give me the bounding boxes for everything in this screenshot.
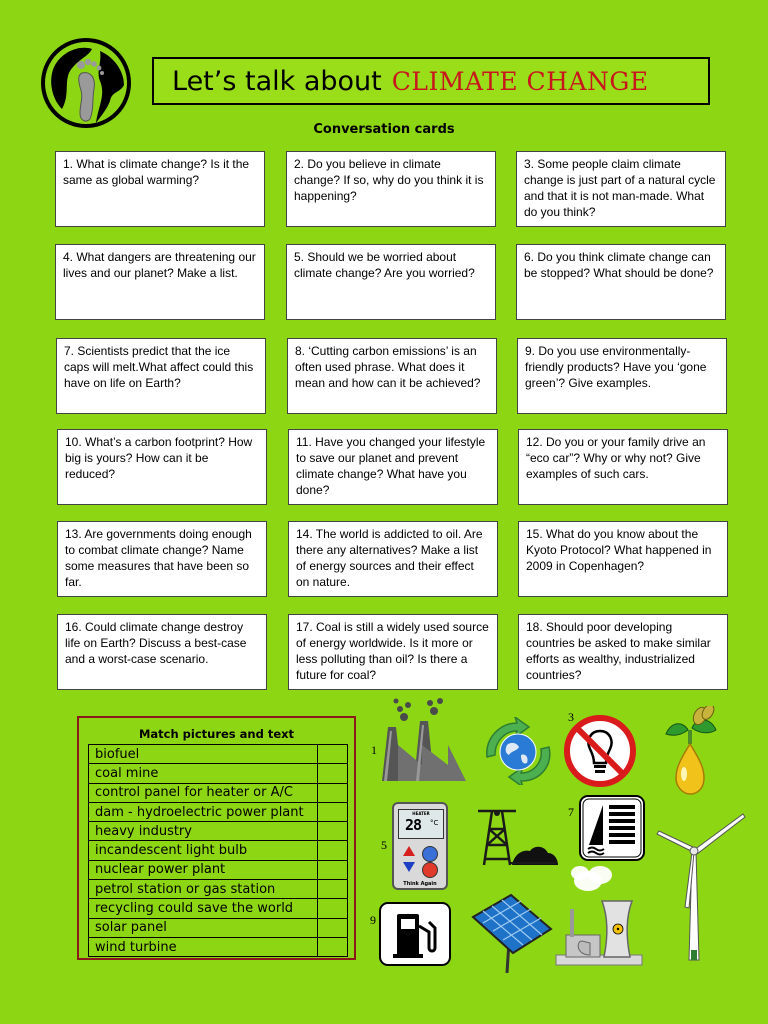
conversation-card: 4. What dangers are threatening our lives and our planet? Make a list. [55,244,265,320]
temperature-down-icon [403,862,415,872]
match-row [89,860,348,879]
match-item: biofuel [89,745,318,764]
answer-cell[interactable] [318,937,348,956]
match-item: heavy industry [89,822,318,841]
factory-icon [378,697,470,783]
section-title: Conversation cards [313,122,455,137]
panel-temperature: 28 [405,816,422,834]
answer-cell[interactable] [318,918,348,937]
answer-cell[interactable] [318,841,348,860]
match-row [89,764,348,783]
panel-caption: Think Again [403,881,437,887]
match-row [89,783,348,802]
conversation-card: 6. Do you think climate change can be stopped? What should be done? [516,244,726,320]
match-item: nuclear power plant [89,860,318,879]
panel-label: HEATER [412,811,430,816]
flame-button-icon [422,862,438,878]
panel-unit: °C [430,819,439,827]
picture-number: 3 [568,710,574,724]
match-row [89,841,348,860]
answer-cell[interactable] [318,899,348,918]
conversation-card: 13. Are governments doing enough to combat climate change? Name some measures that have been so far. [57,521,267,597]
conversation-card: 3. Some people claim climate change is just part of a natural cycle and that it is not man-made. What do you think? [516,151,726,227]
match-row [89,937,348,956]
picture-number: 1 [371,743,377,757]
conversation-card: 7. Scientists predict that the ice caps will melt.What affect could this have on life on Earth? [56,338,266,414]
picture-number: 7 [568,805,574,819]
nuclear-plant-icon [554,865,646,969]
match-table [88,744,348,957]
match-item: incandescent light bulb [89,841,318,860]
picture-number: 9 [370,913,376,927]
match-title: Match pictures and text [138,727,295,741]
conversation-card: 18. Should poor developing countries be asked to make similar efforts as wealthy, industrialized countries? [518,614,728,690]
no-light-bulb-icon [564,715,636,787]
match-item: coal mine [89,764,318,783]
solar-panel-icon [471,893,553,973]
match-row [89,822,348,841]
answer-cell[interactable] [318,783,348,802]
match-item: petrol station or gas station [89,880,318,899]
answer-cell[interactable] [318,802,348,821]
biofuel-drop-icon [656,706,726,796]
answer-cell[interactable] [318,764,348,783]
answer-cell[interactable] [318,745,348,764]
conversation-card: 1. What is climate change? Is it the same as global warming? [55,151,265,227]
conversation-card: 12. Do you or your family drive an “eco car”? Why or why not? Give examples of such cars. [518,429,728,505]
footprint-globe-icon [40,37,132,129]
panel-display [398,809,444,839]
conversation-card: 8. ‘Cutting carbon emissions’ is an often used phrase. What does it mean and how can it be achieved? [287,338,497,414]
match-item: solar panel [89,918,318,937]
page-title: Let’s talk about [172,65,382,97]
snowflake-button-icon [422,846,438,862]
conversation-card: 17. Coal is still a widely used source of energy worldwide. Is it more or less polluting than oil? Is there a future for coal? [288,614,498,690]
answer-cell[interactable] [318,860,348,879]
coal-mine-icon [472,805,558,867]
match-item: recycling could save the world [89,899,318,918]
match-row [89,802,348,821]
conversation-card: 11. Have you changed your lifestyle to save our planet and prevent climate change? What have you done? [288,429,498,505]
match-row [89,918,348,937]
conversation-card: 14. The world is addicted to oil. Are there any alternatives? Make a list of energy sources and their effect on nature. [288,521,498,597]
match-row [89,899,348,918]
answer-cell[interactable] [318,880,348,899]
match-exercise [77,716,356,960]
dam-icon [579,795,645,861]
match-item: dam - hydroelectric power plant [89,802,318,821]
conversation-card: 5. Should we be worried about climate change? Are you worried? [286,244,496,320]
page-title-accent: CLIMATE CHANGE [391,66,649,96]
conversation-card: 15. What do you know about the Kyoto Protocol? What happened in 2009 in Copenhagen? [518,521,728,597]
match-row [89,880,348,899]
match-row [89,745,348,764]
conversation-card: 9. Do you use environmentally-friendly products? Have you ‘gone green’? Give examples. [517,338,727,414]
conversation-card: 2. Do you believe in climate change? If so, why do you think it is happening? [286,151,496,227]
title-box [152,57,710,105]
answer-cell[interactable] [318,822,348,841]
control-panel-icon [392,802,448,890]
gas-station-icon [379,902,451,966]
wind-turbine-icon [655,812,747,962]
temperature-up-icon [403,846,415,856]
picture-number: 5 [381,838,387,852]
conversation-card: 16. Could climate change destroy life on Earth? Discuss a best-case and a worst-case scenario. [57,614,267,690]
conversation-card: 10. What’s a carbon footprint? How big is yours? How can it be reduced? [57,429,267,505]
match-item: control panel for heater or A/C [89,783,318,802]
match-item: wind turbine [89,937,318,956]
recycling-globe-icon [481,717,555,785]
